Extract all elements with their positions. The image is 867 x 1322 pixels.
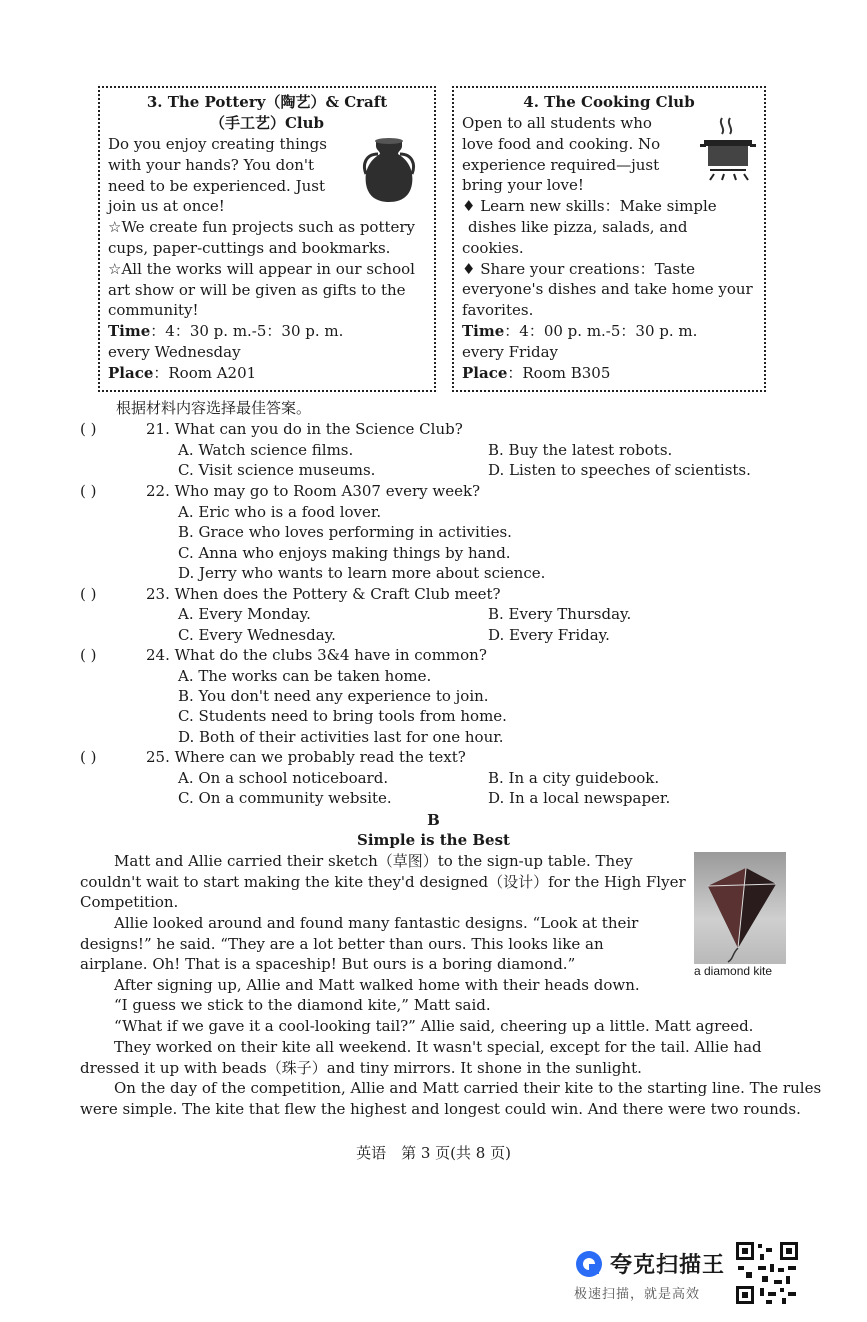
question-22-bracket[interactable]: ( ) xyxy=(80,482,97,500)
passage-line: Allie looked around and found many fantastic designs. “Look at their xyxy=(114,914,639,932)
passage-paragraph-3: After signing up, Allie and Matt walked home with their heads down. xyxy=(114,976,640,994)
club4-time-day: every Friday xyxy=(462,342,559,361)
club3-time-value: ：4：30 p. m.-5：30 p. m. xyxy=(150,322,344,341)
scanner-watermark xyxy=(574,1248,725,1302)
option-21-b[interactable]: B. Buy the latest robots. xyxy=(488,441,673,459)
scanner-logo-icon xyxy=(574,1249,604,1279)
cooking-pot-icon xyxy=(700,116,756,186)
club4-time-label: Time xyxy=(462,321,505,340)
option-25-d[interactable]: D. In a local newspaper. xyxy=(488,789,671,807)
option-22-d[interactable]: D. Jerry who wants to learn more about science. xyxy=(178,564,546,582)
option-25-c[interactable]: C. On a community website. xyxy=(178,789,392,807)
club4-line: favorites. xyxy=(462,301,534,320)
option-21-d[interactable]: D. Listen to speeches of scientists. xyxy=(488,461,751,479)
option-23-d[interactable]: D. Every Friday. xyxy=(488,626,610,644)
passage-paragraph-1 xyxy=(80,851,690,913)
club4-box xyxy=(452,86,766,392)
club3-line: Do you enjoy creating things xyxy=(108,135,327,153)
page-footer: 英语 第 3 页(共 8 页) xyxy=(356,1144,511,1162)
club4-place xyxy=(462,363,756,384)
option-25-a[interactable]: A. On a school noticeboard. xyxy=(178,769,389,787)
passage-line: dressed it up with beads（珠子）and tiny mirrors. It shone in the sunlight. xyxy=(80,1058,642,1077)
club4-time-value: ：4：00 p. m.-5：30 p. m. xyxy=(504,321,698,340)
club3-time-label: Time xyxy=(108,322,151,341)
qr-code-icon[interactable] xyxy=(734,1240,800,1306)
question-23-stem: 23. When does the Pottery & Craft Club meet? xyxy=(146,585,501,603)
question-21-stem: 21. What can you do in the Science Club? xyxy=(146,420,463,438)
question-21-bracket[interactable]: ( ) xyxy=(80,420,97,438)
club3-line: cups, paper-cuttings and bookmarks. xyxy=(108,238,391,257)
club3-line: ☆We create fun projects such as pottery xyxy=(108,218,416,237)
option-22-a[interactable]: A. Eric who is a food lover. xyxy=(178,503,382,521)
club3-time xyxy=(108,321,426,342)
club4-time xyxy=(462,321,756,342)
club3-title-line2: （手工艺）Club xyxy=(209,114,325,132)
section-b-letter: B xyxy=(427,811,440,829)
kite-caption: a diamond kite xyxy=(694,964,773,978)
passage-line: designs!” he said. “They are a lot better than ours. This looks like an xyxy=(80,934,604,953)
club3-box xyxy=(98,86,436,392)
passage-paragraph-7 xyxy=(80,1078,820,1119)
scanner-brand-name: 夸克扫描王 xyxy=(610,1253,726,1278)
club4-title: 4. The Cooking Club xyxy=(523,93,695,111)
option-24-c[interactable]: C. Students need to bring tools from home. xyxy=(178,707,507,725)
question-24-bracket[interactable]: ( ) xyxy=(80,646,97,664)
option-22-b[interactable]: B. Grace who loves performing in activities. xyxy=(178,523,512,541)
club4-line: Open to all students who xyxy=(462,114,652,132)
section-b-title: Simple is the Best xyxy=(357,831,510,849)
club3-line: need to be experienced. Just xyxy=(108,176,325,195)
question-24-stem: 24. What do the clubs 3&4 have in common? xyxy=(146,646,487,664)
passage-paragraph-4: “I guess we stick to the diamond kite,” Matt said. xyxy=(114,996,491,1014)
club3-title-line1: 3. The Pottery（陶艺）& Craft xyxy=(146,93,388,111)
option-24-d[interactable]: D. Both of their activities last for one hour. xyxy=(178,728,504,746)
option-24-b[interactable]: B. You don't need any experience to join. xyxy=(178,687,489,705)
option-21-c[interactable]: C. Visit science museums. xyxy=(178,461,376,479)
diamond-kite-icon xyxy=(694,852,786,964)
passage-line: Competition. xyxy=(80,893,179,912)
option-23-c[interactable]: C. Every Wednesday. xyxy=(178,626,336,644)
instruction: 根据材料内容选择最佳答案。 xyxy=(116,399,312,417)
pottery-jar-icon xyxy=(358,136,420,206)
club4-line: love food and cooking. No xyxy=(462,134,661,153)
club3-time-day: every Wednesday xyxy=(108,342,241,361)
option-22-c[interactable]: C. Anna who enjoys making things by hand. xyxy=(178,544,511,562)
club3-place-label: Place xyxy=(108,363,154,382)
option-25-b[interactable]: B. In a city guidebook. xyxy=(488,769,660,787)
passage-line: Matt and Allie carried their sketch（草图）to the sign-up table. They xyxy=(114,852,633,870)
club3-line: art show or will be given as gifts to the xyxy=(108,280,406,299)
club3-line: with your hands? You don't xyxy=(108,155,315,174)
question-22-stem: 22. Who may go to Room A307 every week? xyxy=(146,482,481,500)
passage-paragraph-2 xyxy=(80,913,690,975)
club4-line: ♦ Share your creations：Taste xyxy=(462,259,696,278)
option-24-a[interactable]: A. The works can be taken home. xyxy=(178,667,432,685)
passage-paragraph-6 xyxy=(80,1037,820,1078)
passage-line: They worked on their kite all weekend. It wasn't special, except for the tail. Allie had xyxy=(114,1038,762,1056)
scanner-brand-tagline: 极速扫描，就是高效 xyxy=(574,1287,701,1302)
club3-place-value: ：Room A201 xyxy=(153,363,257,382)
club4-line: cookies. xyxy=(462,238,524,257)
option-21-a[interactable]: A. Watch science films. xyxy=(178,441,354,459)
club3-line: ☆All the works will appear in our school xyxy=(108,259,415,278)
club4-line: everyone's dishes and take home your xyxy=(462,280,753,299)
club3-place xyxy=(108,363,426,384)
passage-line: airplane. Oh! That is a spaceship! But ours is a boring diamond.” xyxy=(80,955,576,974)
club4-line: dishes like pizza, salads, and xyxy=(468,217,688,236)
question-25-bracket[interactable]: ( ) xyxy=(80,748,97,766)
club4-line: bring your love! xyxy=(462,176,584,195)
question-25-stem: 25. Where can we probably read the text? xyxy=(146,748,466,766)
diamond-kite-image xyxy=(694,852,786,964)
club3-line: join us at once! xyxy=(108,197,225,216)
passage-line: On the day of the competition, Allie and Matt carried their kite to the starting line. The rules xyxy=(114,1079,822,1097)
passage-line: were simple. The kite that flew the highest and longest could win. And there were two rounds. xyxy=(80,1099,801,1118)
club4-place-label: Place xyxy=(462,363,508,382)
passage-line: couldn't wait to start making the kite they'd designed（设计）for the High Flyer xyxy=(80,872,686,891)
option-23-a[interactable]: A. Every Monday. xyxy=(178,605,311,623)
passage-paragraph-5: “What if we gave it a cool-looking tail?” Allie said, cheering up a little. Matt agreed. xyxy=(114,1017,754,1035)
club3-line: community! xyxy=(108,301,199,320)
club4-line: experience required—just xyxy=(462,155,660,174)
club4-place-value: ：Room B305 xyxy=(507,363,611,382)
option-23-b[interactable]: B. Every Thursday. xyxy=(488,605,632,623)
question-23-bracket[interactable]: ( ) xyxy=(80,585,97,603)
club4-line: ♦ Learn new skills：Make simple xyxy=(462,197,717,216)
